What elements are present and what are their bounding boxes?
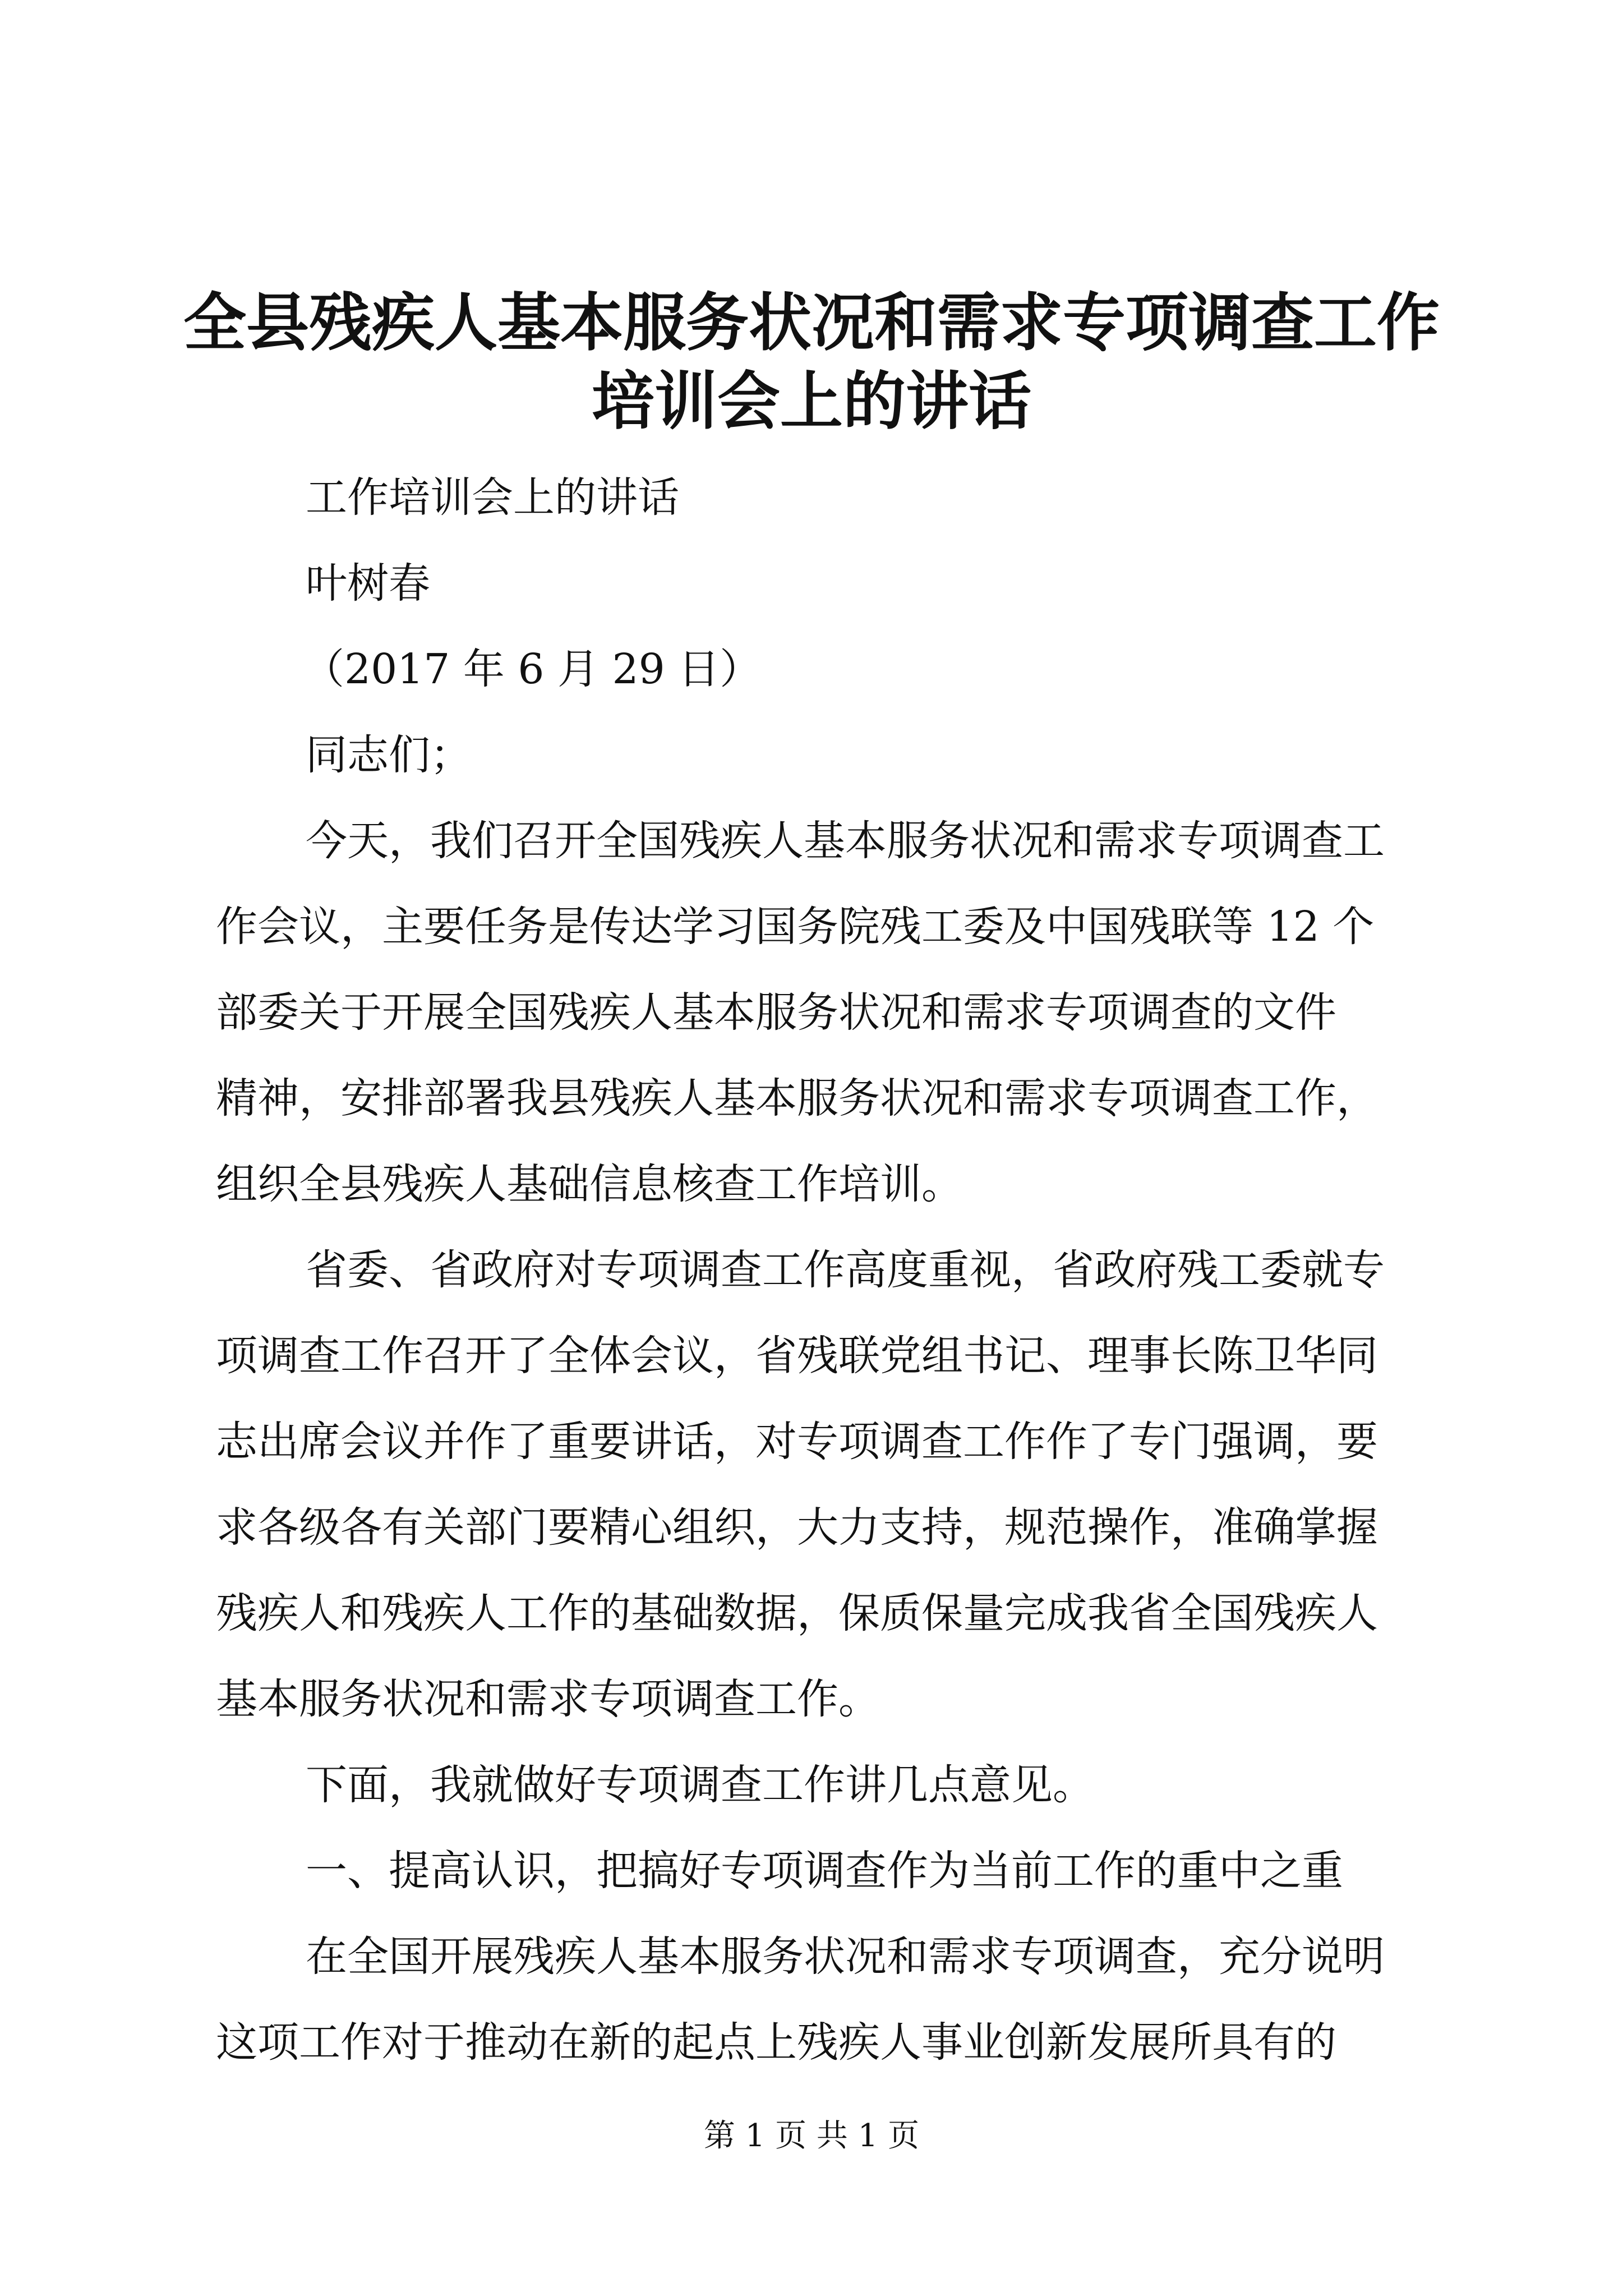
body-line: 在全国开展残疾人基本服务状况和需求专项调查，充分说明 — [306, 1932, 1385, 1981]
body-line: 残疾人和残疾人工作的基础数据，保质保量完成我省全国残疾人 — [216, 1589, 1378, 1637]
document-title-line-2: 培训会上的讲话 — [592, 365, 1031, 438]
author-line: 叶树春 — [306, 559, 430, 608]
body-line: 省委、省政府对专项调查工作高度重视，省政府残工委就专 — [306, 1246, 1385, 1294]
body-line: 下面，我就做好专项调查工作讲几点意见。 — [306, 1761, 1094, 1809]
section-heading: 一、提高认识，把搞好专项调查作为当前工作的重中之重 — [306, 1847, 1343, 1895]
body-line: 精神，安排部署我县残疾人基本服务状况和需求专项调查工作， — [216, 1074, 1378, 1122]
body-line: 项调查工作召开了全体会议，省残联党组书记、理事长陈卫华同 — [216, 1332, 1378, 1380]
date-line: （2017 年 6 月 29 日） — [303, 645, 762, 693]
subtitle-line: 工作培训会上的讲话 — [306, 473, 679, 522]
body-line: 志出席会议并作了重要讲话，对专项调查工作作了专门强调，要 — [216, 1418, 1378, 1466]
page-number-footer: 第 1 页 共 1 页 — [703, 2118, 920, 2154]
body-line: 今天，我们召开全国残疾人基本服务状况和需求专项调查工 — [306, 817, 1385, 865]
body-line: 基本服务状况和需求专项调查工作。 — [216, 1675, 880, 1723]
body-line: 求各级各有关部门要精心组织，大力支持，规范操作，准确掌握 — [216, 1503, 1378, 1552]
body-line: 组织全县残疾人基础信息核查工作培训。 — [216, 1160, 963, 1208]
document-title-line-1: 全县残疾人基本服务状况和需求专项调查工作 — [183, 286, 1440, 360]
body-line: 部委关于开展全国残疾人基本服务状况和需求专项调查的文件 — [216, 988, 1336, 1037]
salutation-line: 同志们； — [306, 731, 472, 779]
body-line: 作会议，主要任务是传达学习国务院残工委及中国残联等 12 个 — [216, 903, 1375, 951]
body-line: 这项工作对于推动在新的起点上残疾人事业创新发展所具有的 — [216, 2018, 1336, 2067]
